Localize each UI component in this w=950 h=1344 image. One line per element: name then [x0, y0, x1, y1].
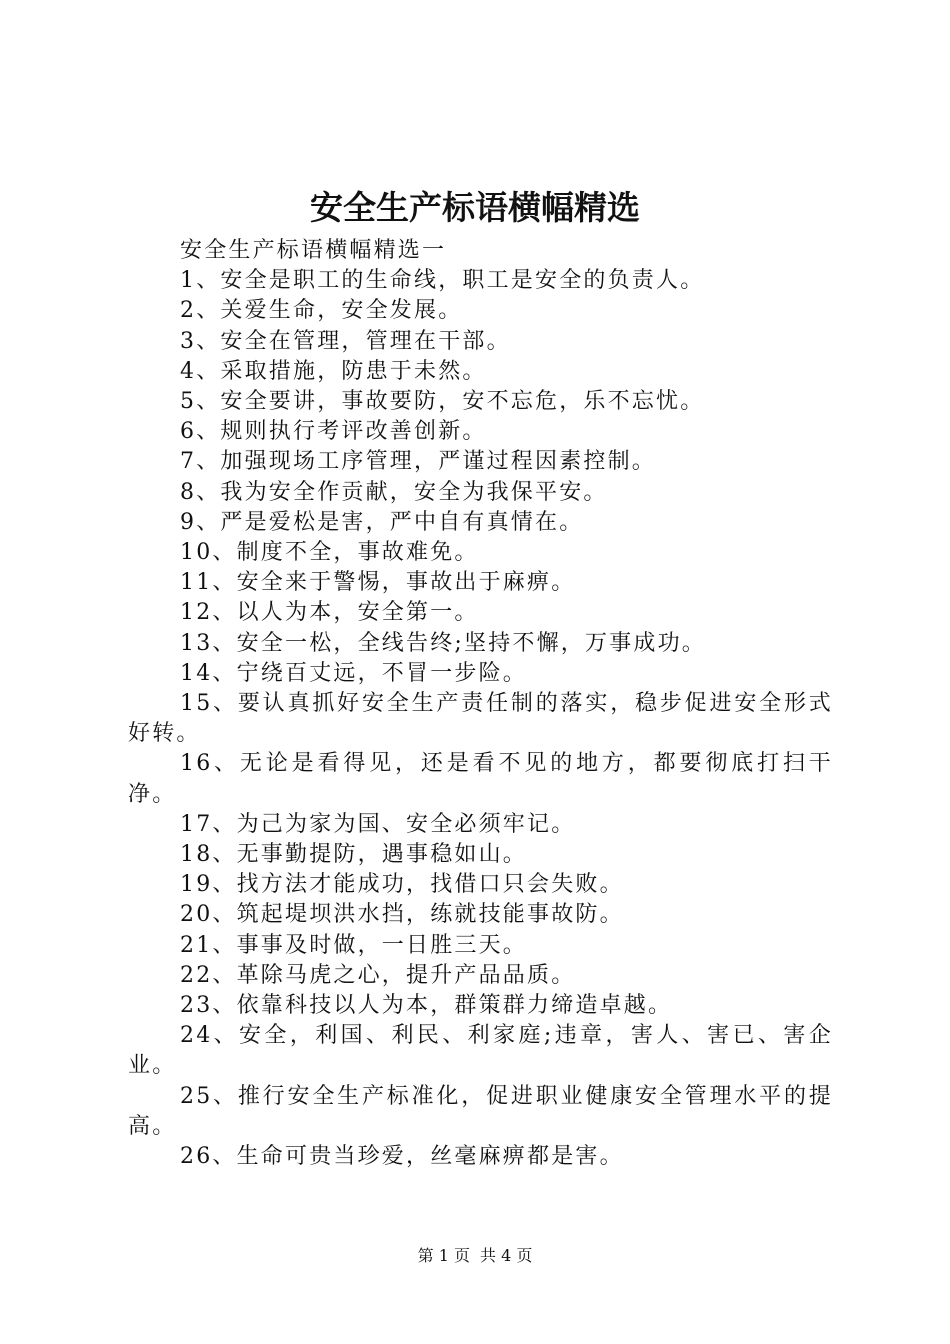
slogan-item: 17、为己为家为国、安全必须牢记。: [180, 811, 576, 837]
slogan-item: 4、采取措施，防患于未然。: [180, 358, 487, 384]
slogan-item: 2、关爱生命，安全发展。: [180, 298, 463, 324]
slogan-item: 25、推行安全生产标准化，促进职业健康安全管理水平的提高。: [128, 1083, 833, 1139]
slogan-item: 13、安全一松，全线告终;坚持不懈，万事成功。: [180, 630, 707, 656]
slogan-item: 22、革除马虎之心，提升产品品质。: [180, 962, 576, 988]
slogan-item: 7、加强现场工序管理，严谨过程因素控制。: [180, 449, 656, 475]
slogan-item: 19、找方法才能成功，找借口只会失败。: [180, 872, 624, 898]
page-footer: [0, 1246, 950, 1266]
document-title: 安全生产标语横幅精选: [310, 188, 640, 227]
slogan-item: 5、安全要讲，事故要防，安不忘危，乐不忘忧。: [180, 389, 705, 415]
slogan-item: 10、制度不全，事故难免。: [180, 540, 479, 566]
slogan-item: 11、安全来于警惕，事故出于麻痹。: [180, 570, 576, 596]
page-number: 第 1 页: [417, 1246, 470, 1265]
slogan-item: 21、事事及时做，一日胜三天。: [180, 932, 527, 958]
slogan-item: 16、无论是看得见，还是看不见的地方，都要彻底打扫干净。: [128, 751, 833, 807]
slogan-item: 20、筑起堤坝洪水挡，练就技能事故防。: [180, 902, 624, 928]
slogan-item: 24、安全，利国、利民、利家庭;违章，害人、害已、害企业。: [128, 1023, 833, 1079]
page-total: 共 4 页: [480, 1246, 533, 1265]
document-body: [128, 236, 833, 1172]
slogan-item: 8、我为安全作贡献，安全为我保平安。: [180, 479, 608, 505]
slogan-item: 3、安全在管理，管理在干部。: [180, 328, 511, 354]
slogan-item: 15、要认真抓好安全生产责任制的落实，稳步促进安全形式好转。: [128, 691, 833, 747]
slogan-item: 23、依靠科技以人为本，群策群力缔造卓越。: [180, 993, 673, 1019]
slogan-item: 1、安全是职工的生命线，职工是安全的负责人。: [180, 268, 705, 294]
slogan-item: 12、以人为本，安全第一。: [180, 600, 479, 626]
slogan-item: 14、宁绕百丈远，不冒一步险。: [180, 660, 527, 686]
paragraph-heading: 安全生产标语横幅精选一: [180, 238, 447, 263]
slogan-item: 26、生命可贵当珍爱，丝毫麻痹都是害。: [180, 1144, 624, 1170]
slogan-item: 18、无事勤提防，遇事稳如山。: [180, 842, 527, 868]
slogan-item: 6、规则执行考评改善创新。: [180, 419, 487, 445]
slogan-item: 9、严是爱松是害，严中自有真情在。: [180, 509, 584, 535]
